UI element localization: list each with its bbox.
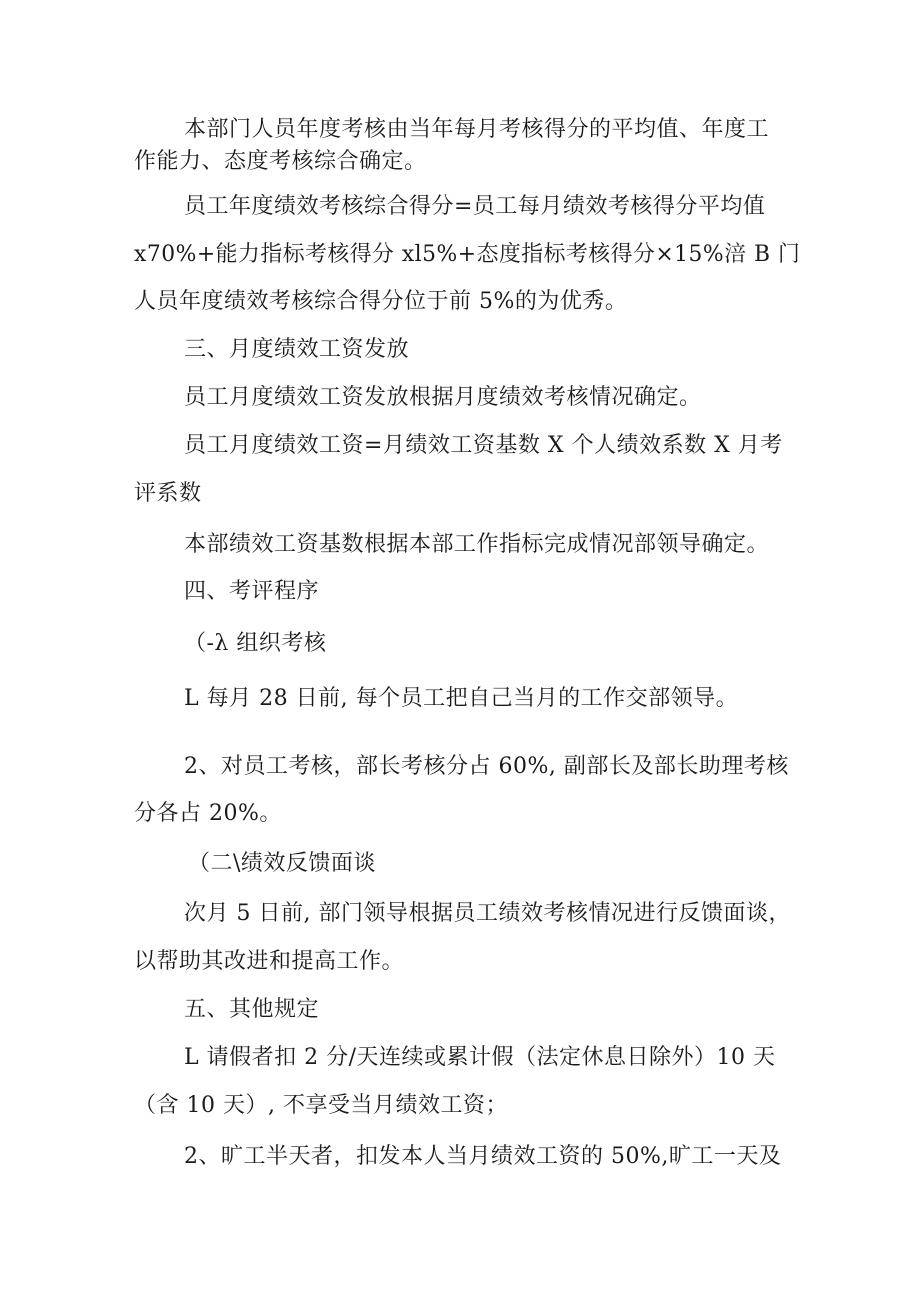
text-line: 本部绩效工资基数根据本部工作指标完成情况部领导确定。 <box>184 532 770 557</box>
text-line: 评系数 <box>134 481 202 506</box>
text-line: 以帮助其改进和提高工作。 <box>134 949 405 974</box>
list-item: L 请假者扣 2 分/天连续或累计假（法定休息日除外）10 天 <box>184 1045 776 1070</box>
section-heading: 三、月度绩效工资发放 <box>184 337 410 362</box>
list-item: 2、旷工半天者，扣发本人当月绩效工资的 50%,旷工一天及 <box>184 1144 782 1169</box>
list-item: 2、对员工考核，部长考核分占 60%, 副部长及部长助理考核 <box>184 754 789 779</box>
text-line: x70%+能力指标考核得分 xl5%+态度指标考核得分×15%涪 B 门 <box>134 242 801 267</box>
text-line: 员工月度绩效工资=月绩效工资基数 X 个人绩效系数 X 月考 <box>184 433 783 458</box>
text-line: 员工月度绩效工资发放根据月度绩效考核情况确定。 <box>184 385 702 410</box>
text-line: 作能力、态度考核综合确定。 <box>134 149 427 174</box>
list-item: L 每月 28 日前, 每个员工把自己当月的工作交部领导。 <box>184 686 739 711</box>
text-line: 本部门人员年度考核由当年每月考核得分的平均值、年度工 <box>184 117 770 142</box>
text-line: 分各占 20%。 <box>134 801 282 826</box>
text-line: 员工年度绩效考核综合得分=员工每月绩效考核得分平均值 <box>184 194 766 219</box>
subsection-heading: （-λ 组织考核 <box>184 631 327 656</box>
text-line: 人员年度绩效考核综合得分位于前 5%的为优秀。 <box>134 289 628 314</box>
section-heading: 五、其他规定 <box>184 997 320 1022</box>
section-heading: 四、考评程序 <box>184 579 320 604</box>
subsection-heading: （二\绩效反馈面谈 <box>188 851 376 876</box>
text-line: （含 10 天）, 不享受当月绩效工资； <box>134 1093 508 1118</box>
text-line: 次月 5 日前, 部门领导根据员工绩效考核情况进行反馈面谈， <box>184 901 791 926</box>
